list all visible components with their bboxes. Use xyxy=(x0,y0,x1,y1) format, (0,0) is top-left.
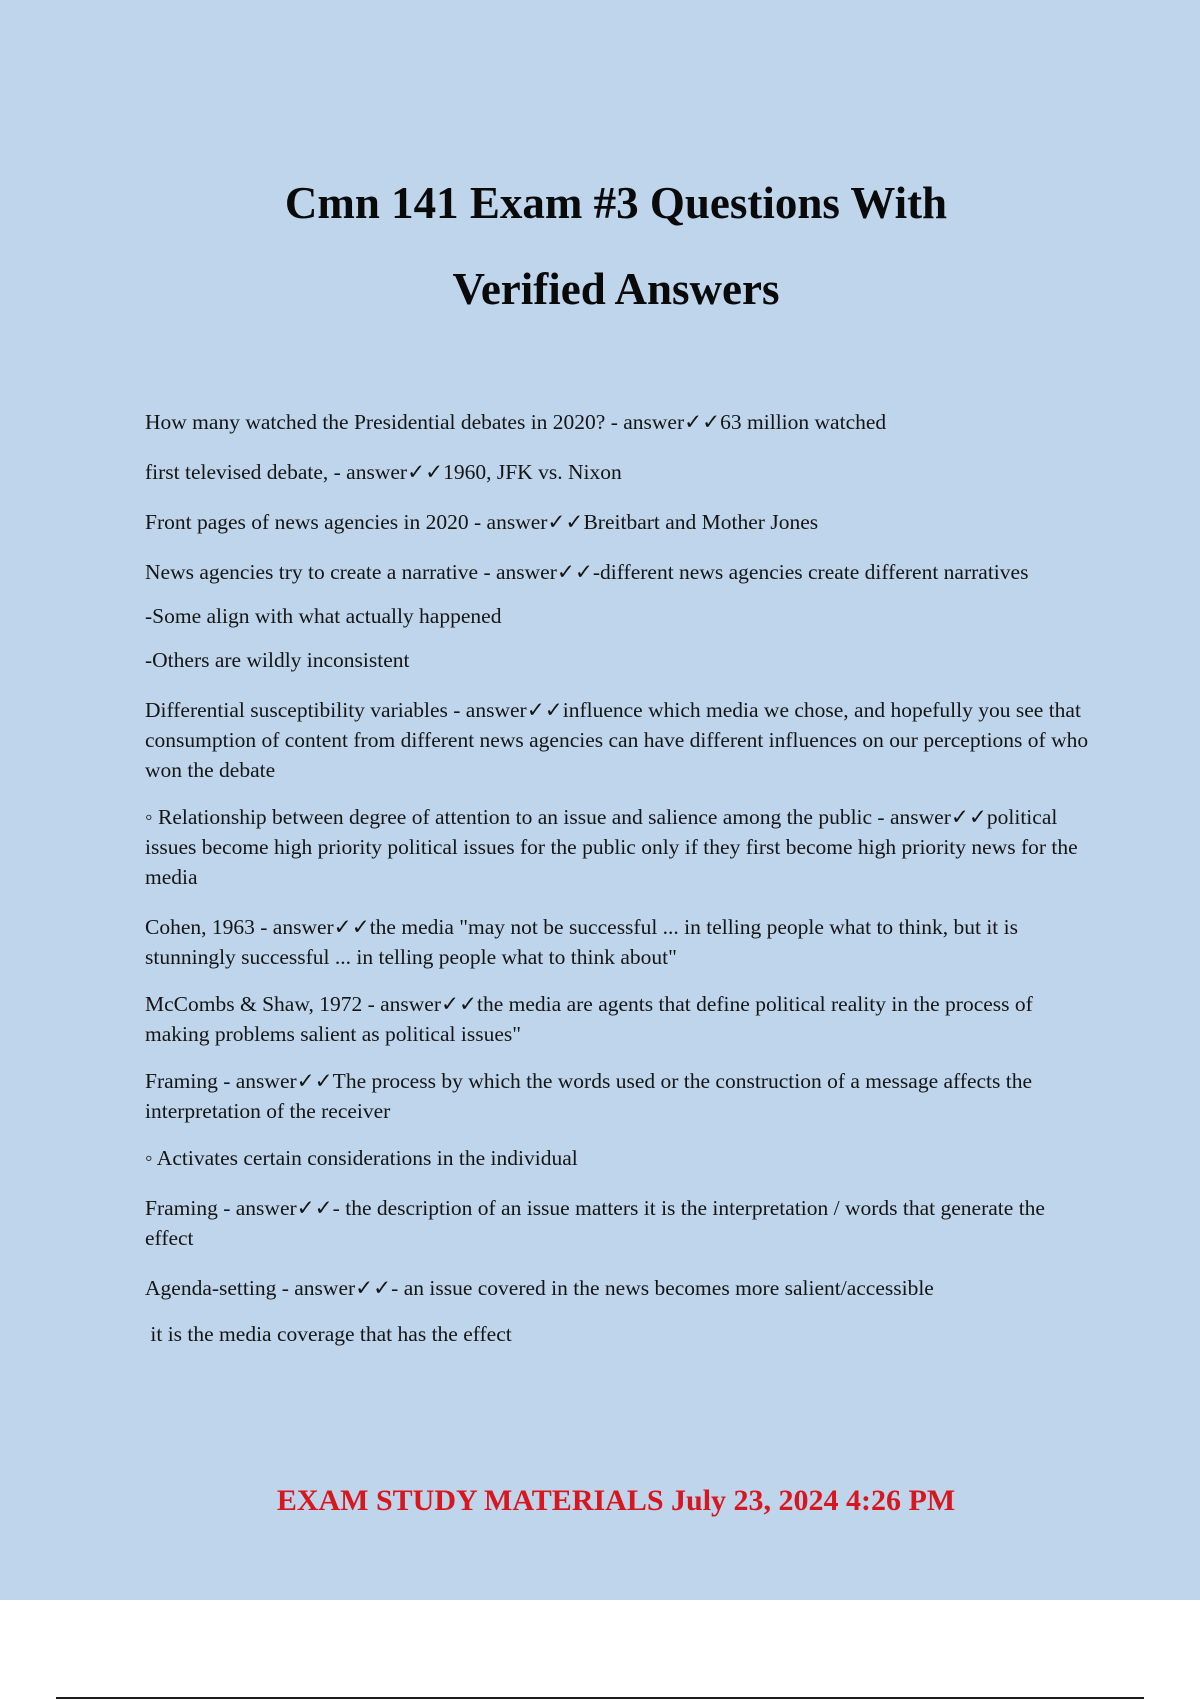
qa-entry: McCombs & Shaw, 1972 - answer✓✓the media are agents that define political reality in the process of making problems salient as political issues" xyxy=(145,992,1033,1046)
qa-entry: ◦ Relationship between degree of attention to an issue and salience among the public - answer✓✓political issues become high priority political issues for the public only if they first become high priority news for the media xyxy=(145,805,1078,889)
qa-entry: Differential susceptibility variables - answer✓✓influence which media we chose, and hopefully you see that consumption of content from different news agencies can have different influences on our perceptions of who won the debate xyxy=(145,698,1089,782)
bottom-divider xyxy=(56,1697,1144,1699)
qa-entry: Front pages of news agencies in 2020 - answer✓✓Breitbart and Mother Jones xyxy=(145,510,819,534)
qa-entry: ◦ Activates certain considerations in the individual xyxy=(145,1146,578,1170)
title-line-2: Verified Answers xyxy=(452,264,780,314)
qa-entry: News agencies try to create a narrative - answer✓✓-different news agencies create different narratives xyxy=(145,560,1029,584)
qa-entry: it is the media coverage that has the effect xyxy=(145,1322,512,1346)
qa-entry: Cohen, 1963 - answer✓✓the media "may not be successful ... in telling people what to think, but it is stunningly successful ... in telling people what to think about" xyxy=(145,915,1018,969)
title-line-1: Cmn 141 Exam #3 Questions With xyxy=(284,178,948,228)
qa-entry: How many watched the Presidential debates in 2020? - answer✓✓63 million watched xyxy=(145,410,887,434)
qa-entry: first televised debate, - answer✓✓1960, JFK vs. Nixon xyxy=(145,460,622,484)
qa-entry: Framing - answer✓✓- the description of an issue matters it is the interpretation / words that generate the effect xyxy=(145,1196,1045,1250)
study-materials-stamp: EXAM STUDY MATERIALS July 23, 2024 4:26 PM xyxy=(276,1484,956,1517)
qa-entry: -Some align with what actually happened xyxy=(145,604,502,628)
question-answer-list xyxy=(145,407,1090,1349)
qa-entry: -Others are wildly inconsistent xyxy=(145,648,410,672)
document-title xyxy=(100,160,1132,332)
qa-entry: Agenda-setting - answer✓✓- an issue covered in the news becomes more salient/accessible xyxy=(145,1276,934,1300)
qa-entry: Framing - answer✓✓The process by which the words used or the construction of a message affects the interpretation of the receiver xyxy=(145,1069,1033,1123)
